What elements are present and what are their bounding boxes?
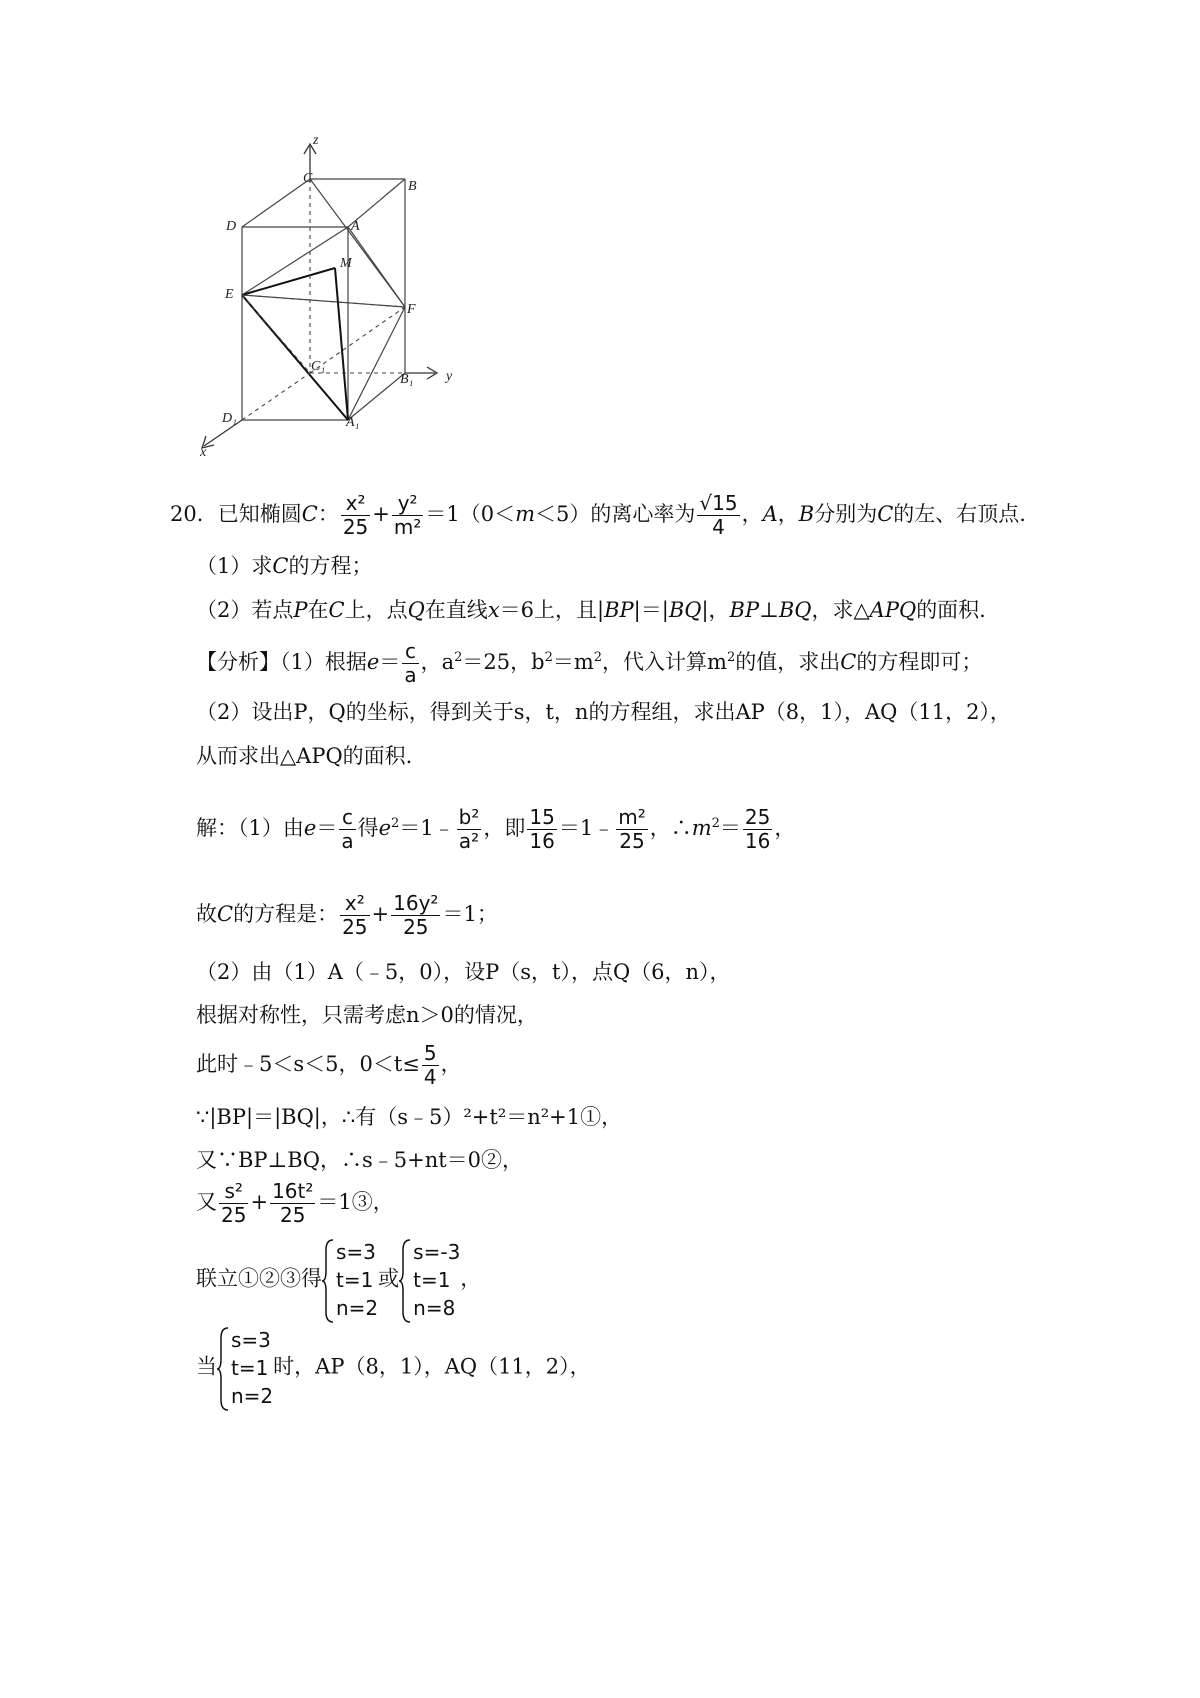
text: ＝m xyxy=(552,650,594,674)
label-x: x xyxy=(200,445,207,460)
var: P xyxy=(293,598,308,622)
numerator: y² xyxy=(392,492,424,516)
var: C xyxy=(217,902,234,926)
var: C xyxy=(840,650,857,674)
solution2-line-4: ∵|BP|＝|BQ|，∴有（s﹣5）²+t²＝n²+1①， xyxy=(196,1105,623,1129)
label-y: y xyxy=(446,369,453,384)
prism-figure xyxy=(200,130,480,460)
text: 解：（1）由 xyxy=(196,816,304,840)
label-d1: D₁ xyxy=(222,411,237,426)
label-a1: A₁ xyxy=(346,415,360,430)
solution2-line-8 xyxy=(196,1326,591,1410)
solution2-line-6 xyxy=(196,1180,394,1227)
text: 当 xyxy=(196,1354,217,1379)
text: 得 xyxy=(357,816,379,840)
text: ＝ xyxy=(379,650,401,674)
equation-system xyxy=(322,1238,378,1322)
numerator: c xyxy=(402,640,418,664)
problem-number: 20． xyxy=(170,502,218,526)
numerator: m² xyxy=(618,805,646,829)
var: A xyxy=(762,502,778,526)
text: ，求△ xyxy=(811,598,870,622)
equation: n=2 xyxy=(231,1384,274,1408)
text: + xyxy=(371,902,390,926)
label-d: D xyxy=(226,219,237,234)
text: 的方程是： xyxy=(233,902,339,926)
text: ＜5）的离心率为 xyxy=(535,502,696,526)
text: （2）若点 xyxy=(196,598,294,622)
denominator: 16 xyxy=(529,829,555,853)
label-f: F xyxy=(407,302,416,317)
var: C xyxy=(877,502,894,526)
text: 的左、右顶点. xyxy=(893,502,1026,526)
var: x xyxy=(487,598,500,622)
text: 上，点 xyxy=(344,598,408,622)
fraction xyxy=(391,892,440,939)
solution-line-2 xyxy=(196,892,498,939)
denominator: a xyxy=(341,829,354,853)
analysis-line-2: （2）设出P，Q的坐标，得到关于s，t，n的方程组，求出AP（8，1），AQ（11，2）， xyxy=(196,700,1011,724)
var: C xyxy=(301,502,318,526)
fraction xyxy=(270,1180,315,1227)
denominator: 25 xyxy=(279,1203,306,1227)
label-e: E xyxy=(225,287,234,302)
denominator: 16 xyxy=(744,829,771,853)
var: e xyxy=(378,816,392,840)
denominator: 4 xyxy=(423,1065,437,1089)
text: ，a xyxy=(420,650,455,674)
var: BQ xyxy=(668,598,702,622)
denominator: 25 xyxy=(403,915,429,939)
text: 的方程即可； xyxy=(856,650,983,674)
denominator: 25 xyxy=(342,515,369,539)
text: + xyxy=(250,1190,269,1214)
numerator: s² xyxy=(219,1180,248,1204)
var: Q xyxy=(407,598,425,622)
numerator: 25 xyxy=(744,805,771,829)
fraction xyxy=(527,806,556,853)
label-z: z xyxy=(313,133,319,148)
var: m xyxy=(691,816,712,840)
equation-system xyxy=(217,1326,273,1410)
analysis-line-3: 从而求出△APQ的面积. xyxy=(196,744,413,768)
analysis-line-1: 【分析】（1）根据e＝ $\frac{c}{a}$ ，$a^2=25$，$b^2=m^2$，代入计算$m^2$的值，求出C的方程即可； xyxy=(196,639,983,687)
var: C xyxy=(328,598,345,622)
problem-statement xyxy=(170,492,1026,539)
text: 的方程； xyxy=(288,554,373,578)
question-2 xyxy=(196,600,986,621)
text: （1）根据 xyxy=(280,650,367,674)
text: 或 xyxy=(378,1266,400,1291)
fraction xyxy=(457,806,482,853)
label-c1: C₁ xyxy=(311,359,326,374)
numerator: 16y² xyxy=(393,891,439,915)
text: ，代入计算m xyxy=(602,650,727,674)
denominator: 25 xyxy=(342,915,368,939)
numerator: b² xyxy=(458,805,480,829)
var: C xyxy=(272,554,289,578)
numerator: 15 xyxy=(529,805,555,829)
var: e xyxy=(303,816,317,840)
text: ＝1③， xyxy=(317,1190,394,1214)
numerator: c xyxy=(339,806,355,830)
equation: s=-3 xyxy=(413,1240,461,1264)
var: BP xyxy=(729,598,760,622)
solution2-line-1: （2）由（1）A（﹣5，0），设P（s，t），点Q（6，n）， xyxy=(196,960,731,984)
var: e xyxy=(366,650,380,674)
numerator: 5 xyxy=(423,1041,437,1065)
text: 已知椭圆 xyxy=(217,502,302,526)
fraction xyxy=(340,892,369,939)
text: ＝1； xyxy=(442,902,498,926)
equation: n=8 xyxy=(413,1296,456,1320)
text: ， xyxy=(440,1052,462,1076)
text: 的面积. xyxy=(916,598,986,622)
text: ，即 xyxy=(483,816,526,840)
var: BP xyxy=(604,598,634,622)
denominator: a xyxy=(404,663,417,687)
var: m xyxy=(515,502,536,526)
numerator: x² xyxy=(340,892,369,916)
fraction xyxy=(616,806,648,853)
denominator: 25 xyxy=(619,829,645,853)
text: ＝1（0＜ xyxy=(425,502,516,526)
text: ＝ xyxy=(719,816,741,840)
text: 此时﹣5＜s＜5，0＜t≤ xyxy=(196,1052,420,1076)
numerator: 16t² xyxy=(272,1179,314,1203)
text: ： xyxy=(317,502,339,526)
equation-system xyxy=(399,1238,460,1322)
solution2-line-3 xyxy=(196,1042,462,1089)
var: BQ xyxy=(778,598,812,622)
text: 在 xyxy=(307,598,329,622)
fraction xyxy=(219,1180,248,1227)
equation: n=2 xyxy=(336,1296,379,1320)
text: ， xyxy=(460,1266,482,1291)
fraction xyxy=(402,640,418,687)
solution2-line-2: 根据对称性，只需考虑n＞0的情况， xyxy=(196,1003,538,1027)
solution-line-1: 解：（1）由e＝ $\frac{c}{a}$ 得$e^2=1﹣$ $\frac{\text{b²}}{\text{a²}}$ ，即 $\frac{15}{16}$ ＝1﹣ $\frac{\text{m²}}{25}$ ，$\therefore m^2=$ $\frac{25}{16}$ ， xyxy=(196,805,796,853)
text: ＝6上，且| xyxy=(499,598,605,622)
equation: t=1 xyxy=(336,1268,374,1292)
solution2-line-5: 又∵BP⊥BQ，∴s﹣5+nt＝0②， xyxy=(196,1148,524,1172)
text: （1）求 xyxy=(196,554,273,578)
fraction xyxy=(341,492,370,539)
numerator: √15 xyxy=(699,491,738,515)
numerator: x² xyxy=(341,492,370,516)
equation: t=1 xyxy=(231,1356,269,1380)
label-c: C xyxy=(303,171,313,186)
label-b1: B₁ xyxy=(400,372,414,387)
text: 联立①②③得 xyxy=(196,1266,322,1291)
text: 故 xyxy=(196,902,217,926)
equation: s=3 xyxy=(231,1328,271,1352)
text: + xyxy=(372,502,390,526)
text: ＝1﹣ xyxy=(399,816,455,840)
text: 在直线 xyxy=(424,598,488,622)
fraction xyxy=(392,492,424,539)
text: ＝25，b xyxy=(462,650,545,674)
text: |， xyxy=(701,598,730,622)
text: ， xyxy=(741,502,763,526)
label-b: B xyxy=(408,179,417,194)
text: ＝ xyxy=(316,816,338,840)
question-1 xyxy=(196,556,372,577)
label-m: M xyxy=(340,256,352,271)
text: 的值，求出 xyxy=(735,650,841,674)
text: ，∴ xyxy=(649,816,692,840)
equation: s=3 xyxy=(336,1240,376,1264)
solution2-line-7 xyxy=(196,1238,481,1322)
fraction xyxy=(422,1042,439,1089)
text: ， xyxy=(777,502,799,526)
var: B xyxy=(798,502,815,526)
fraction xyxy=(697,492,739,539)
text: ⊥ xyxy=(759,598,779,622)
text: 时，AP（8，1），AQ（11，2）， xyxy=(273,1354,591,1379)
fraction xyxy=(743,806,772,853)
denominator: 25 xyxy=(221,1203,247,1227)
text: 又 xyxy=(196,1190,217,1214)
denominator: 4 xyxy=(712,515,725,539)
fraction xyxy=(339,806,355,853)
text: 分别为 xyxy=(814,502,878,526)
equation: t=1 xyxy=(413,1268,451,1292)
var: APQ xyxy=(869,598,917,622)
denominator: m² xyxy=(393,515,422,539)
text: ， xyxy=(774,816,796,840)
text: |＝| xyxy=(633,598,669,622)
label-a: A xyxy=(351,219,360,234)
text: ＝1﹣ xyxy=(558,816,615,840)
analysis-tag: 【分析】 xyxy=(196,650,280,674)
denominator: a² xyxy=(458,829,480,853)
